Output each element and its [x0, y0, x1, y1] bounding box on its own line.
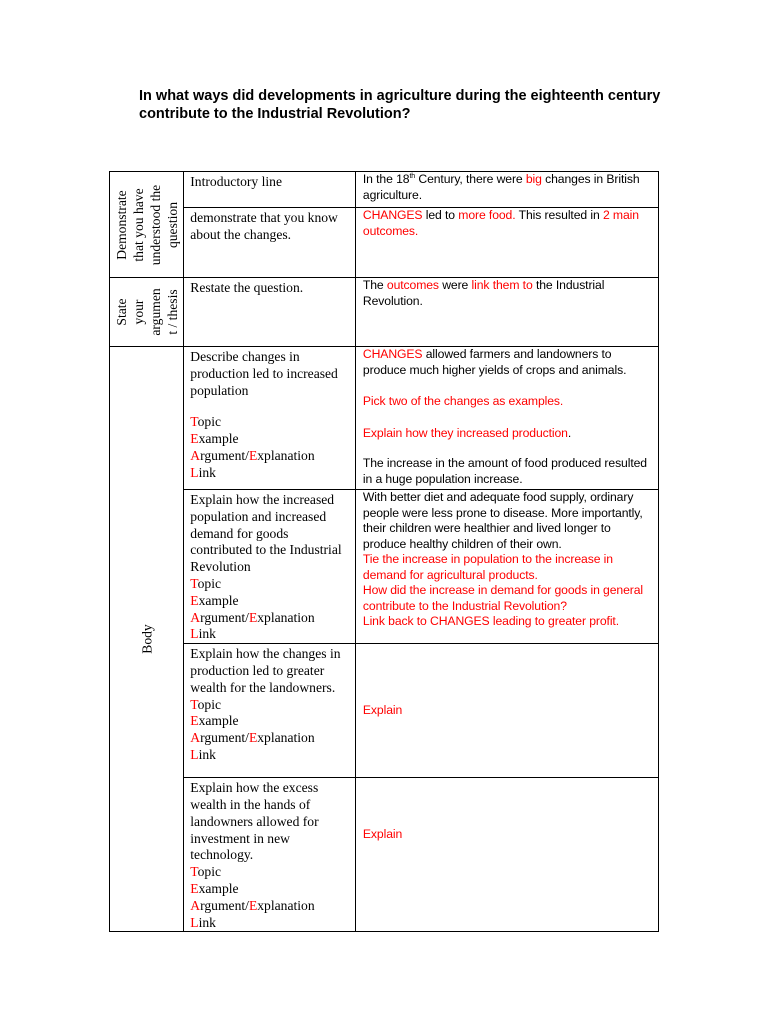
- teel-list: Topic Example Argument/Explanation Link: [190, 414, 315, 480]
- table-row: [110, 208, 659, 278]
- teel-list: Topic Example Argument/Explanation Link: [190, 696, 315, 762]
- table-row: [110, 778, 659, 932]
- prompt-cell: Explain how the changes in production led to greater wealth for the landowners. Topic Example Argument/Explanation Link: [184, 644, 356, 778]
- section-label-body: Body: [110, 347, 184, 932]
- prompt-cell: Restate the question.: [184, 278, 356, 347]
- teel-list: Topic Example Argument/Explanation Link: [190, 575, 315, 642]
- prompt-cell: Introductory line: [184, 172, 356, 208]
- guide-cell: With better diet and adequate food supply, ordinary people were less prone to disease. More importantly, their children were healthier and lived longer to produce healthy children of their own. Tie the increase in population to the increase in demand for agricultural products. How did the increase in demand for goods in general contribute to the Industrial Revolution? Link back to CHANGES leading to greater profit.: [355, 490, 658, 644]
- teel-list: Topic Example Argument/Explanation Link: [190, 864, 315, 930]
- guide-cell: Explain: [355, 644, 658, 778]
- section-label-intro: Demonstrate that you have understood the question: [110, 172, 184, 278]
- prompt-cell: Describe changes in production led to increased population Topic Example Argument/Explanation Link: [184, 347, 356, 490]
- essay-question-title: In what ways did developments in agriculture during the eighteenth century contribute to the Industrial Revolution?: [139, 88, 661, 122]
- guide-cell: Explain: [355, 778, 658, 932]
- table-row: [110, 278, 659, 347]
- guide-cell: CHANGES allowed farmers and landowners to produce much higher yields of crops and animals. Pick two of the changes as examples. Explain how they increased production. The increase in the amount of food produced resulted in a huge population increase.: [355, 347, 658, 490]
- table-row: [110, 490, 659, 644]
- table-row: [110, 172, 659, 208]
- table-row: [110, 644, 659, 778]
- guide-cell: CHANGES led to more food. This resulted in 2 main outcomes.: [355, 208, 658, 278]
- guide-cell: The outcomes were link them to the Industrial Revolution.: [355, 278, 658, 347]
- guide-cell: In the 18th Century, there were big changes in British agriculture.: [355, 172, 658, 208]
- prompt-cell: Explain how the excess wealth in the hands of landowners allowed for investment in new technology. Topic Example Argument/Explanation Link: [184, 778, 356, 932]
- table-row: [110, 347, 659, 490]
- section-label-state: State your argumen t / thesis: [110, 278, 184, 347]
- essay-plan-table: [109, 171, 659, 932]
- prompt-cell: Explain how the increased population and increased demand for goods contributed to the Industrial Revolution Topic Example Argument/Explanation Link: [184, 490, 356, 644]
- prompt-cell: demonstrate that you know about the changes.: [184, 208, 356, 278]
